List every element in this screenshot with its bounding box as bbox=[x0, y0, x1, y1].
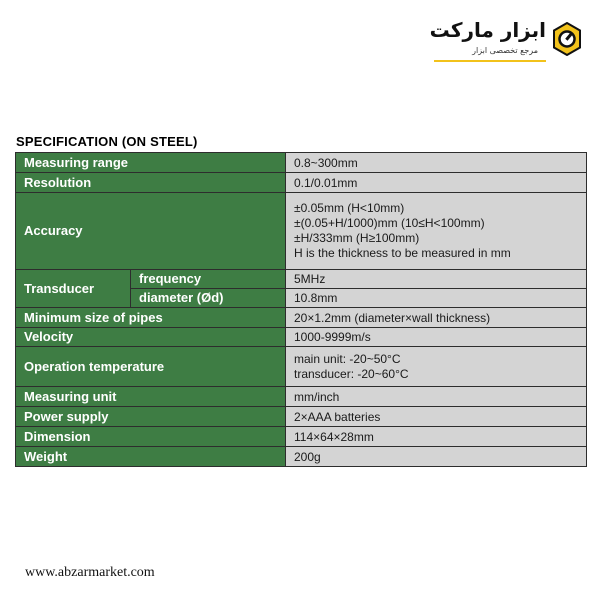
spec-label: Measuring range bbox=[16, 153, 286, 173]
spec-value: 5MHz bbox=[286, 270, 587, 289]
spec-label: Weight bbox=[16, 447, 286, 467]
spec-row-weight bbox=[16, 447, 587, 467]
accuracy-line: H is the thickness to be measured in mm bbox=[294, 246, 511, 260]
spec-row-dimension bbox=[16, 427, 587, 447]
spec-value: 0.8~300mm bbox=[286, 153, 587, 173]
spec-value: mm/inch bbox=[286, 387, 587, 407]
spec-row-transducer-frequency bbox=[16, 270, 587, 289]
spec-value: 200g bbox=[286, 447, 587, 467]
spec-row-accuracy bbox=[16, 193, 587, 270]
spec-value bbox=[286, 347, 587, 387]
spec-value bbox=[286, 193, 587, 270]
spec-row-resolution bbox=[16, 173, 587, 193]
accuracy-line: ±(0.05+H/1000)mm (10≤H<100mm) bbox=[294, 216, 485, 230]
spec-value: 114×64×28mm bbox=[286, 427, 587, 447]
brand-logo bbox=[430, 12, 590, 68]
accuracy-line: ±0.05mm (H<10mm) bbox=[294, 201, 405, 215]
spec-label: Operation temperature bbox=[16, 347, 286, 387]
spec-value: 1000-9999m/s bbox=[286, 328, 587, 347]
spec-value: 20×1.2mm (diameter×wall thickness) bbox=[286, 308, 587, 328]
spec-value: 10.8mm bbox=[286, 289, 587, 308]
spec-label: Velocity bbox=[16, 328, 286, 347]
spec-sublabel: frequency bbox=[131, 270, 286, 289]
spec-row-measuring-range bbox=[16, 153, 587, 173]
temp-line: main unit: -20~50°C bbox=[294, 351, 401, 366]
temp-line: transducer: -20~60°C bbox=[294, 366, 409, 381]
spec-row-power-supply bbox=[16, 407, 587, 427]
spec-label: Resolution bbox=[16, 173, 286, 193]
brand-underline bbox=[434, 60, 546, 62]
spec-label: Accuracy bbox=[16, 193, 286, 270]
spec-table bbox=[15, 152, 587, 467]
spec-value: 0.1/0.01mm bbox=[286, 173, 587, 193]
accuracy-line: ±H/333mm (H≥100mm) bbox=[294, 231, 420, 245]
spec-row-velocity bbox=[16, 328, 587, 347]
spec-row-operation-temp bbox=[16, 347, 587, 387]
spec-label: Power supply bbox=[16, 407, 286, 427]
spec-label: Transducer bbox=[16, 270, 131, 308]
website-url: www.abzarmarket.com bbox=[25, 565, 155, 580]
spec-row-measuring-unit bbox=[16, 387, 587, 407]
brand-tagline: مرجع تخصصی ابزار bbox=[472, 46, 538, 55]
brand-name: ابزار مارکت bbox=[429, 18, 546, 42]
spec-value: 2×AAA batteries bbox=[286, 407, 587, 427]
gear-logo-icon bbox=[550, 22, 584, 56]
spec-label: Minimum size of pipes bbox=[16, 308, 286, 328]
spec-title: SPECIFICATION (ON STEEL) bbox=[16, 134, 198, 149]
spec-row-min-pipe bbox=[16, 308, 587, 328]
spec-label: Measuring unit bbox=[16, 387, 286, 407]
spec-label: Dimension bbox=[16, 427, 286, 447]
spec-sublabel: diameter (Ød) bbox=[131, 289, 286, 308]
